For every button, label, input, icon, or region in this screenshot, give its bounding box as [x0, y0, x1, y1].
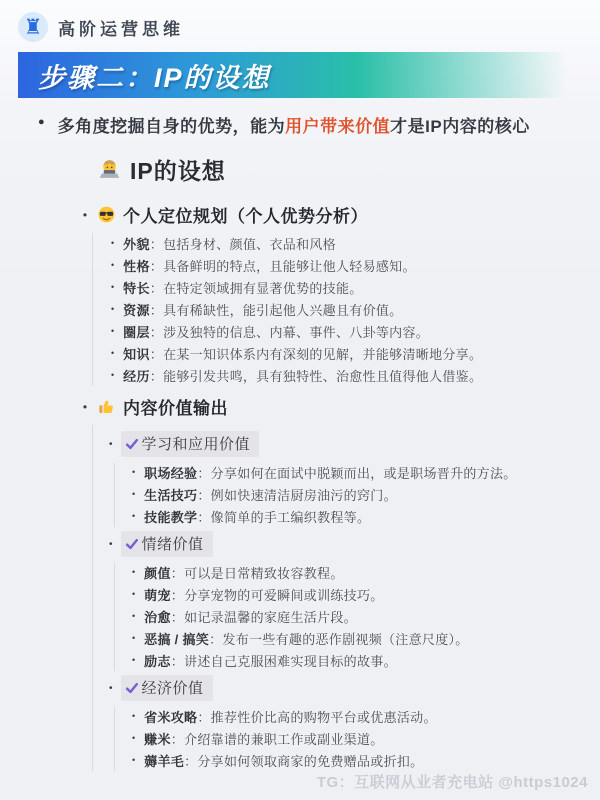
item-desc: 能够引发共鸣，具有独特性、治愈性且值得他人借鉴。: [163, 369, 483, 384]
item-colon: ：: [197, 488, 211, 503]
outline-item: [132, 630, 570, 649]
item-term: 颜值: [144, 566, 171, 581]
item-text: [123, 257, 416, 276]
item-term: 职场经验: [144, 466, 198, 481]
item-colon: ：: [149, 259, 164, 274]
check-icon: [125, 537, 139, 551]
item-term: 技能教学: [144, 510, 198, 525]
outline-item: [132, 586, 570, 605]
subsection-children: [114, 707, 570, 771]
subsection-header: [109, 431, 570, 457]
watermark-text: TG：互联网从业者充电站 @https1024: [316, 774, 588, 791]
bullet-icon: •: [111, 326, 115, 336]
subsection-title: 经济价值: [141, 680, 204, 697]
item-text: [144, 708, 437, 727]
item-text: [123, 301, 402, 320]
outline-item: [132, 608, 570, 627]
item-term: 生活技巧: [144, 488, 198, 503]
brand-logo: [18, 12, 48, 42]
bullet-icon: •: [111, 348, 115, 358]
outline-item: [132, 564, 570, 583]
item-text: [144, 464, 516, 483]
outline-title-row: [98, 153, 570, 186]
outline-sections: [82, 202, 570, 771]
bullet-icon: •: [111, 238, 115, 248]
item-text: [123, 279, 362, 298]
outline-title: IP的设想: [130, 158, 226, 184]
bullet-icon: •: [132, 511, 136, 521]
item-colon: ：: [149, 325, 164, 340]
section-header: [82, 202, 570, 227]
subsection-children: [114, 563, 570, 671]
item-colon: ：: [170, 610, 185, 625]
subsection-header: [109, 531, 570, 557]
item-colon: ：: [149, 369, 164, 384]
item-term: 赚米: [144, 732, 171, 747]
bullet-icon: •: [109, 538, 113, 550]
bullet-icon: •: [111, 260, 115, 270]
subsection-title: 情绪价值: [141, 536, 204, 553]
item-term: 萌宠: [144, 588, 171, 603]
outline-section: [82, 202, 570, 386]
item-colon: ：: [149, 347, 164, 362]
outline-item: [111, 367, 570, 386]
outline-item: [111, 345, 570, 364]
item-desc: 讲述自己克服困难实现目标的故事。: [184, 654, 397, 669]
item-colon: ：: [149, 237, 164, 252]
item-desc: 在特定领域拥有显著优势的技能。: [163, 281, 363, 296]
check-icon: [125, 437, 139, 451]
brand-name: 高阶运营思维: [58, 19, 184, 39]
item-text: [144, 652, 397, 671]
outline-item: [132, 486, 570, 505]
thumbs-up-emoji: [97, 397, 116, 416]
banner-title: 步骤二：IP的设想: [38, 62, 271, 93]
bullet-icon: •: [111, 370, 115, 380]
outline-item: [132, 508, 570, 527]
section-header: [82, 394, 570, 419]
item-text: [123, 323, 429, 342]
item-colon: ：: [149, 281, 164, 296]
item-desc: 在某一知识体系内有深刻的见解，并能够清晰地分享。: [163, 347, 483, 362]
outline-section: [82, 394, 570, 771]
item-term: 特长: [123, 281, 150, 296]
technologist-emoji: [98, 158, 121, 181]
subsection-children: [114, 463, 570, 527]
item-text: [123, 235, 336, 254]
bullet-icon: •: [132, 489, 136, 499]
bullet-icon: •: [109, 438, 113, 450]
intro-text: [58, 112, 530, 137]
item-colon: ：: [184, 754, 198, 769]
outline: [82, 153, 570, 771]
item-text: [123, 345, 482, 364]
item-desc: 具备鲜明的特点，且能够让他人轻易感知。: [163, 259, 416, 274]
item-colon: ：: [197, 710, 211, 725]
check-icon: [125, 681, 139, 695]
item-text: [144, 564, 344, 583]
item-colon: ：: [149, 303, 164, 318]
item-text: [144, 486, 397, 505]
step-banner: [18, 52, 584, 98]
outline-item: [132, 652, 570, 671]
bullet-icon: ●: [38, 116, 45, 128]
item-text: [144, 730, 383, 749]
item-desc: 如记录温馨的家庭生活片段。: [184, 610, 357, 625]
item-colon: ：: [209, 632, 223, 647]
bullet-icon: •: [132, 467, 136, 477]
outline-item: [111, 323, 570, 342]
item-colon: ：: [170, 588, 185, 603]
item-desc: 像简单的手工编织教程等。: [210, 510, 371, 525]
bullet-icon: •: [132, 733, 136, 743]
bullet-icon: •: [132, 711, 136, 721]
brand-header: [0, 0, 600, 42]
section-title: 个人定位规划（个人优势分析）: [123, 207, 368, 226]
bullet-icon: •: [132, 589, 136, 599]
bullet-icon: •: [132, 633, 136, 643]
item-term: 资源: [123, 303, 150, 318]
bullet-icon: •: [82, 207, 88, 222]
item-desc: 涉及独特的信息、内幕、事件、八卦等内容。: [163, 325, 430, 340]
bullet-icon: •: [109, 682, 113, 694]
intro-line: [38, 112, 600, 137]
bullet-icon: •: [132, 655, 136, 665]
item-desc: 分享如何领取商家的免费赠品或折扣。: [197, 754, 424, 769]
item-colon: ：: [170, 566, 185, 581]
item-text: [144, 630, 468, 649]
item-text: [144, 508, 370, 527]
item-desc: 包括身材、颜值、衣品和风格: [163, 237, 336, 252]
item-text: [123, 367, 482, 386]
item-desc: 推荐性价比高的购物平台或优惠活动。: [210, 710, 437, 725]
section-children: [92, 233, 570, 386]
item-colon: ：: [197, 510, 211, 525]
outline-item: [111, 235, 570, 254]
outline-item: [132, 752, 570, 771]
item-text: [144, 586, 383, 605]
subsection-header: [109, 675, 570, 701]
outline-item: [111, 257, 570, 276]
sunglasses-emoji: [97, 205, 116, 224]
intro-pre: 多角度挖掘自身的优势，能为: [57, 117, 286, 136]
item-term: 圈层: [123, 325, 150, 340]
item-desc: 发布一些有趣的恶作剧视频（注意尺度）。: [222, 632, 469, 647]
subsection-title-box: [121, 675, 213, 701]
item-desc: 例如快速清洁厨房油污的窍门。: [210, 488, 397, 503]
item-term: 省米攻略: [144, 710, 198, 725]
item-desc: 可以是日常精致妆容教程。: [184, 566, 344, 581]
subsection-title: 学习和应用价值: [141, 436, 251, 453]
item-term: 恶搞 / 搞笑: [144, 632, 210, 647]
outline-item: [111, 279, 570, 298]
item-term: 知识: [123, 347, 150, 362]
item-colon: ：: [197, 466, 211, 481]
item-desc: 分享宠物的可爱瞬间或训练技巧。: [184, 588, 384, 603]
bullet-icon: •: [132, 567, 136, 577]
bullet-icon: •: [132, 611, 136, 621]
outline-item: [132, 464, 570, 483]
item-term: 励志: [144, 654, 171, 669]
outline-item: [132, 708, 570, 727]
item-desc: 介绍靠谱的兼职工作或副业渠道。: [184, 732, 384, 747]
item-desc: 分享如何在面试中脱颖而出，或是职场晋升的方法。: [210, 466, 517, 481]
item-colon: ：: [170, 654, 185, 669]
section-children: [92, 425, 570, 771]
item-term: 经历: [123, 369, 150, 384]
item-term: 治愈: [144, 610, 171, 625]
item-text: [144, 608, 357, 627]
intro-post: 才是IP内容的核心: [390, 117, 530, 136]
section-title: 内容价值输出: [123, 399, 228, 418]
subsection-title-box: [121, 431, 260, 457]
bullet-icon: •: [82, 399, 88, 414]
item-desc: 具有稀缺性，能引起他人兴趣且有价值。: [163, 303, 403, 318]
item-colon: ：: [170, 732, 185, 747]
bullet-icon: •: [111, 282, 115, 292]
intro-highlight: 用户带来价值: [285, 117, 391, 136]
bullet-icon: •: [111, 304, 115, 314]
outline-item: [111, 301, 570, 320]
item-term: 外貌: [123, 237, 150, 252]
subsection-title-box: [121, 531, 213, 557]
item-term: 性格: [123, 259, 150, 274]
chess-rook-icon: ♜: [23, 14, 43, 39]
item-term: 薅羊毛: [144, 754, 185, 769]
bullet-icon: •: [132, 755, 136, 765]
item-text: [144, 752, 423, 771]
outline-item: [132, 730, 570, 749]
